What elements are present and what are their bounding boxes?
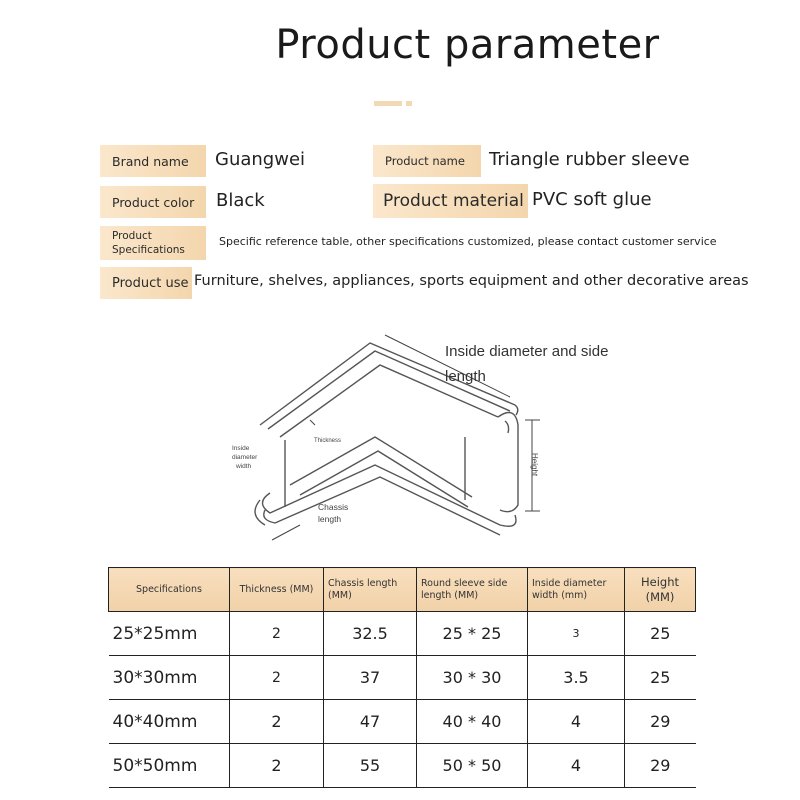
inside-diameter-width-label-1: Inside [232, 445, 250, 452]
header-inside-diameter-width [528, 568, 625, 612]
inside-diameter-header-line1: Inside diameter [532, 577, 607, 589]
header-height: Height (MM) [625, 568, 696, 612]
sleeve-top-inner-edge [268, 351, 510, 429]
inside-diameter-side-length-label-1: Inside diameter and side [445, 343, 609, 360]
inside-diameter-side-length-label-2: length [445, 368, 486, 385]
cell-side: 50 * 50 [417, 744, 528, 788]
cell-inner: 3 [528, 612, 625, 656]
cell-spec: 50*50mm [109, 744, 230, 788]
cell-height: 25 [625, 656, 696, 700]
cell-chassis: 55 [324, 744, 417, 788]
product-material-label: Product material [373, 184, 528, 218]
cell-thickness: 2 [230, 656, 324, 700]
header-chassis-length: Chassis length (MM) [324, 568, 417, 612]
cell-inner: 4 [528, 744, 625, 788]
sleeve-chassis-top [263, 465, 517, 526]
product-use-label: Product use [100, 267, 192, 299]
header-thickness: Thickness (MM) [230, 568, 324, 612]
cell-chassis: 37 [324, 656, 417, 700]
height-label: Height [530, 453, 539, 477]
product-specifications-label [100, 226, 206, 260]
cell-inner: 4 [528, 700, 625, 744]
cell-spec: 30*30mm [109, 656, 230, 700]
title-underline-dot [406, 101, 412, 106]
brand-name-value: Guangwei [215, 149, 306, 170]
sleeve-round-side-highlight [505, 421, 509, 433]
cell-spec: 40*40mm [109, 700, 230, 744]
specs-label-line1: Product [112, 229, 152, 242]
inside-diameter-width-label-2: diameter [232, 454, 258, 461]
cell-thickness: 2 [230, 612, 324, 656]
specs-label-line2: Specifications [112, 244, 185, 256]
cell-side: 30 * 30 [417, 656, 528, 700]
table-header-row [109, 568, 696, 612]
product-color-value: Black [216, 190, 265, 211]
table-row [109, 700, 696, 744]
table-row [109, 656, 696, 700]
cell-chassis: 47 [324, 700, 417, 744]
product-name-label: Product name [373, 145, 481, 177]
thickness-tick [310, 420, 315, 425]
header-specifications: Specifications [109, 568, 230, 612]
cell-height: 25 [625, 612, 696, 656]
rubber-sleeve-diagram [210, 325, 650, 550]
round-sleeve-header-line1: Round sleeve side [421, 577, 508, 589]
cell-height: 29 [625, 700, 696, 744]
round-sleeve-header-line2: length (MM) [421, 589, 479, 601]
chassis-length-label-2: length [318, 514, 342, 524]
chassis-length-dimension-line [272, 525, 300, 540]
table-row [109, 744, 696, 788]
brand-name-label: Brand name [100, 145, 206, 177]
cell-inner: 3.5 [528, 656, 625, 700]
product-specifications-value: Specific reference table, other specifications customized, please contact customer service [219, 235, 717, 248]
cell-side: 40 * 40 [417, 700, 528, 744]
thickness-label: Thickness [314, 438, 342, 444]
product-use-value: Furniture, shelves, appliances, sports equipment and other decorative areas [194, 273, 749, 289]
cell-height: 29 [625, 744, 696, 788]
cell-chassis: 32.5 [324, 612, 417, 656]
sleeve-inner-channel-top [290, 437, 472, 497]
cell-side: 25 * 25 [417, 612, 528, 656]
chassis-length-label-1: Chassis [318, 502, 349, 512]
inside-diameter-header-line2: width (mm) [532, 589, 588, 601]
cell-thickness: 2 [230, 700, 324, 744]
page-title: Product parameter [275, 22, 660, 68]
inside-diameter-width-label-3: width [236, 463, 252, 470]
specification-table [108, 567, 696, 788]
cell-thickness: 2 [230, 744, 324, 788]
product-material-value: PVC soft glue [532, 189, 652, 210]
product-color-label: Product color [100, 186, 206, 218]
header-round-sleeve-side-length [417, 568, 528, 612]
table-row [109, 612, 696, 656]
title-underline-accent [374, 101, 402, 106]
product-name-value: Triangle rubber sleeve [489, 149, 690, 170]
cell-spec: 25*25mm [109, 612, 230, 656]
